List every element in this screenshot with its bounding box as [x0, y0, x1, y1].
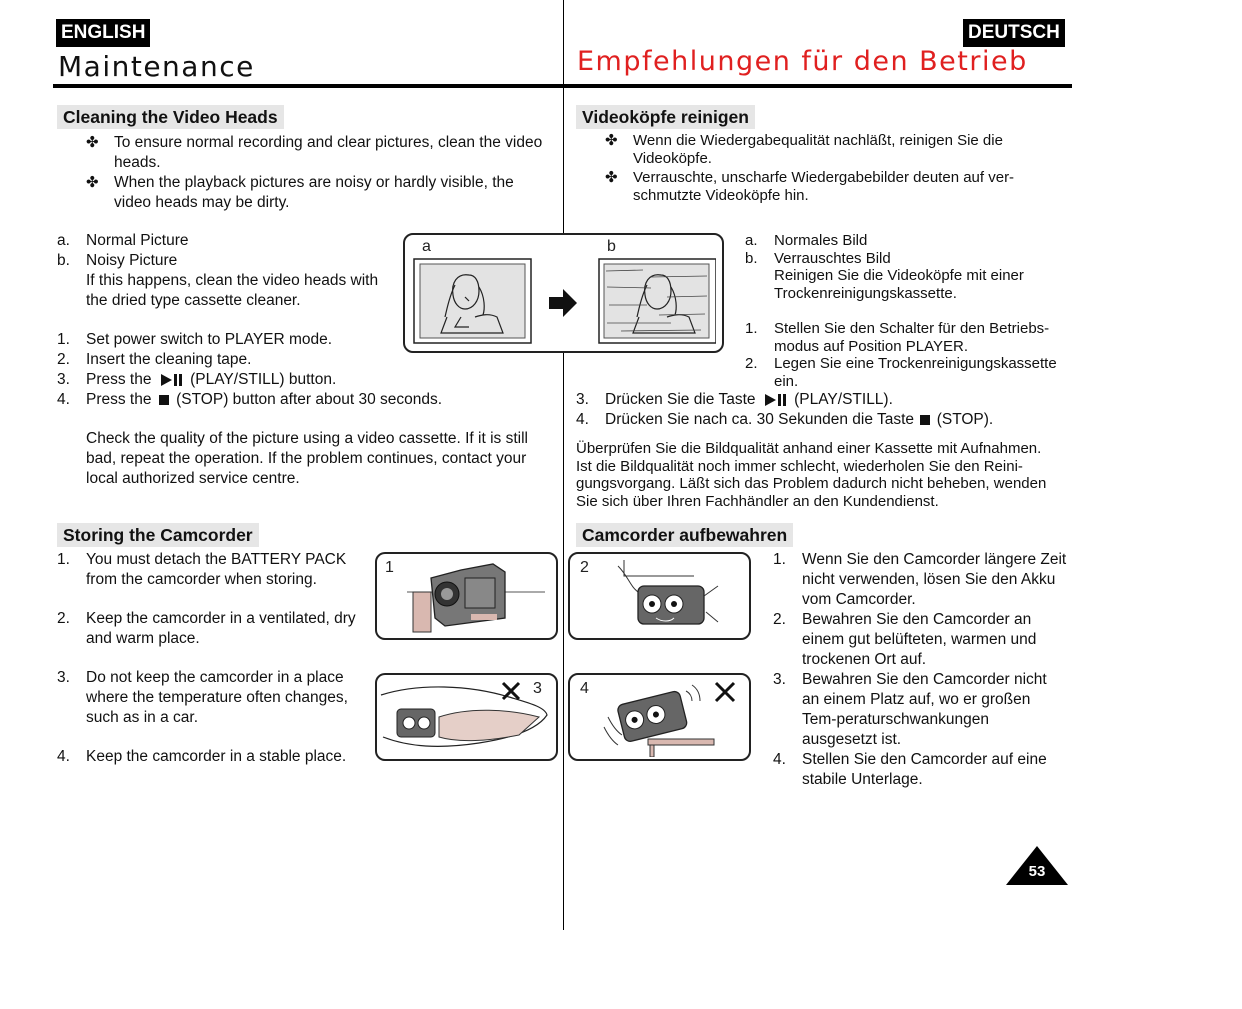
list-item: ✤ When the playback pictures are noisy or hardly visible, the video heads may be dirty. [86, 174, 514, 211]
cleaning-bullets-de [605, 132, 1035, 204]
page-number: 53 [1028, 863, 1046, 880]
play-still-icon [760, 393, 790, 407]
list-item: 3. Drücken Sie die Taste (PLAY/STILL). [576, 391, 893, 408]
figure-number: 2 [580, 559, 589, 576]
list-item: 4. Drücken Sie nach ca. 30 Sekunden die Taste (STOP). [576, 411, 994, 428]
storing-steps-en [57, 550, 362, 767]
figure-number: 1 [385, 559, 394, 576]
column-divider [563, 0, 564, 930]
storing-steps-de [773, 550, 1068, 790]
figure-label-b: b [607, 238, 616, 255]
figure-4-stable-place [568, 673, 751, 761]
list-item: a. Normal Picture [57, 232, 189, 249]
page-title-en: Maintenance [58, 50, 255, 83]
stop-icon [156, 393, 172, 407]
list-item: 3. Bewahren Sie den Camcorder nicht an einem Platz auf, wo er großen Tem-peraturschwankungen ausgesetzt ist. [773, 671, 1047, 748]
english-badge: ENGLISH [56, 19, 150, 47]
section-heading-storing-en: Storing the Camcorder [57, 523, 259, 547]
list-item: b. Noisy Picture If this happens, clean the video heads with the dried type cassette cleaner. [57, 252, 379, 309]
camcorder-smiling-illustration [594, 556, 744, 636]
cross-bullet-icon: ✤ [605, 132, 618, 149]
figure-number: 4 [580, 680, 589, 697]
figure-1-detach-battery [375, 552, 558, 640]
stop-icon [918, 413, 932, 427]
list-item: 1. Stellen Sie den Schalter für den Betriebs-modus auf Position PLAYER. [745, 320, 1050, 355]
list-item: 1. Set power switch to PLAYER mode. [57, 331, 333, 348]
list-item: 2. Legen Sie eine Trockenreinigungskassette ein. [745, 355, 1057, 390]
list-item: 4. Stellen Sie den Camcorder auf eine stabile Unterlage. [773, 751, 1047, 788]
section-heading-cleaning-de: Videoköpfe reinigen [576, 105, 755, 129]
picture-legend-en [57, 231, 387, 311]
section-heading-cleaning-en: Cleaning the Video Heads [57, 105, 284, 129]
list-item: ✤ To ensure normal recording and clear pictures, clean the video heads. [86, 134, 543, 171]
list-item: 1. You must detach the BATTERY PACK from the camcorder when storing. [57, 551, 347, 588]
list-item: a. Normales Bild [745, 232, 868, 249]
play-still-icon [156, 373, 186, 387]
list-item: 1. Wenn Sie den Camcorder längere Zeit nicht verwenden, lösen Sie den Akku vom Camcorder. [773, 551, 1067, 608]
list-item: 4. Press the (STOP) button after about 30 seconds. [57, 391, 443, 408]
figure-number: 3 [533, 680, 542, 697]
list-item: 3. Press the (PLAY/STILL) button. [57, 371, 337, 388]
picture-legend-de [745, 232, 1070, 390]
list-item: 3. Do not keep the camcorder in a place where the temperature often changes, such as in a car. [57, 669, 348, 726]
deutsch-badge: DEUTSCH [963, 19, 1065, 47]
cross-bullet-icon: ✤ [605, 169, 618, 186]
normal-vs-noisy-picture-illustration [411, 257, 716, 347]
picture-comparison-figure [403, 233, 724, 353]
camcorder-falling-illustration [594, 677, 744, 757]
list-item: ✤ Wenn die Wiedergabequalität nachläßt, reinigen Sie die Videoköpfe. [605, 132, 1003, 167]
list-item: 2. Keep the camcorder in a ventilated, dry and warm place. [57, 610, 356, 647]
list-item: 2. Bewahren Sie den Camcorder an einem gut belüfteten, warmen und trockenen Ort auf. [773, 611, 1037, 668]
cleaning-steps-de [576, 390, 1056, 430]
section-heading-storing-de: Camcorder aufbewahren [576, 523, 793, 547]
figure-label-a: a [422, 238, 431, 255]
list-item: 2. Insert the cleaning tape. [57, 351, 252, 368]
camcorder-battery-illustration [405, 558, 550, 636]
figure-3-temperature-car [375, 673, 558, 761]
check-paragraph-en: Check the quality of the picture using a video cassette. If it is still bad, repeat the operation. If the problem continues, contact your local authorized service centre. [86, 430, 528, 487]
cleaning-bullets-en [86, 133, 546, 213]
list-item: b. Verrauschtes Bild Reinigen Sie die Videoköpfe mit einer Trockenreinigungskassette. [745, 249, 1024, 302]
check-paragraph-de: Überprüfen Sie die Bildqualität anhand einer Kassette mit Aufnahmen. Ist die Bildqualität noch immer schlecht, wiederholen Sie den Reini-gungsvorgang. Läßt sich das Problem dadurch nicht beheben, wenden Sie sich über Ihren Fachhändler an den Kundendienst. [576, 440, 1047, 510]
cross-bullet-icon: ✤ [86, 134, 99, 151]
figure-2-ventilated-place [568, 552, 751, 640]
list-item: 4. Keep the camcorder in a stable place. [57, 748, 347, 765]
list-item: ✤ Verrauschte, unscharfe Wiedergabebilder deuten auf ver-schmutzte Videoköpfe hin. [605, 169, 1015, 204]
camcorder-in-car-illustration [379, 677, 549, 757]
cross-bullet-icon: ✤ [86, 174, 99, 191]
page-title-de: Empfehlungen für den Betrieb [577, 46, 1028, 77]
